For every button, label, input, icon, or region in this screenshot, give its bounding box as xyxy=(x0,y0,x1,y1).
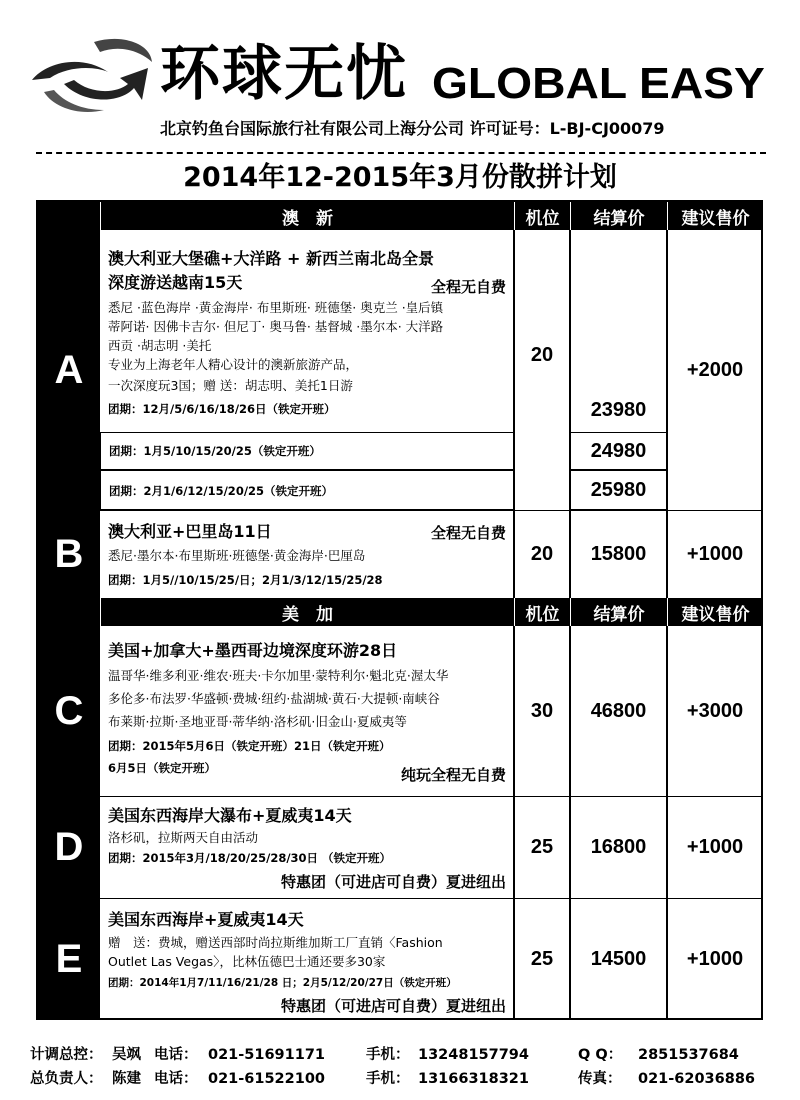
qq-label: Q Q： xyxy=(578,1047,623,1063)
fax-label: 传真： xyxy=(578,1071,622,1087)
section-header-aoxin xyxy=(100,202,514,230)
row-letter-c: C xyxy=(38,626,100,796)
contact-row-coordinator xyxy=(30,1044,790,1068)
tour-a-title-line2: 深度游送越南15天 xyxy=(108,273,243,292)
mobile-number: 13248157794 xyxy=(418,1047,529,1063)
tel-number: 021-51691171 xyxy=(208,1047,325,1063)
mobile-label: 手机： xyxy=(366,1071,410,1087)
tour-b-price: 15800 xyxy=(590,543,647,565)
tour-a-suggest-price: +2000 xyxy=(686,358,744,381)
section-label: 美 加 xyxy=(282,604,333,625)
tour-c-itinerary-1: 温哥华·维多利亚·维农·班夫·卡尔加里·蒙特利尔·魁北克·渥太华 xyxy=(108,668,449,683)
tour-a-price-2: 24980 xyxy=(570,432,667,470)
contact-footer xyxy=(30,1044,790,1092)
tour-a-no-fee: 全程无自费 xyxy=(430,278,506,296)
section-label: 澳 新 xyxy=(282,208,333,229)
tour-d-date: 团期：2015年3月/18/20/25/28/30日 （铁定开班） xyxy=(108,851,392,865)
tour-a-price-1: 23980 xyxy=(590,398,647,421)
tour-b-title: 澳大利亚+巴里岛11日 xyxy=(108,522,272,541)
tour-a-itinerary-3: 西贡 ·胡志明 ·美托 xyxy=(108,338,212,353)
tour-c-date-2: 6月5日（铁定开班） xyxy=(108,761,217,775)
tour-d-price: 16800 xyxy=(590,836,647,858)
tour-c-seats: 30 xyxy=(530,699,554,722)
column-header-settle-price: 结算价 xyxy=(570,202,667,230)
tour-c-price: 46800 xyxy=(590,699,647,722)
tour-d-suggest-price: +1000 xyxy=(686,836,744,858)
column-header-suggest-price: 建议售价 xyxy=(667,202,763,230)
tour-a-seats: 20 xyxy=(530,343,554,366)
section-header-meijia xyxy=(100,598,514,626)
role-label: 总负责人： xyxy=(30,1071,103,1087)
section-header-corner-2 xyxy=(38,598,100,626)
brand-name-english: GLOBAL EASY xyxy=(432,59,765,108)
tour-d-seats: 25 xyxy=(530,836,554,858)
tour-b-no-fee: 全程无自费 xyxy=(430,524,506,542)
tour-a-date-3: 团期：2月1/6/12/15/20/25（铁定开班） xyxy=(109,484,334,498)
header-divider xyxy=(36,152,766,154)
tour-a-itinerary-2: 蒂阿诺· 因佛卡吉尔· 但尼丁· 奥马鲁· 基督城 ·墨尔本· 大洋路 xyxy=(108,319,444,334)
mobile-number: 13166318321 xyxy=(418,1071,529,1087)
tour-e-gift-1: 赠 送：费城，赠送西部时尚拉斯维加斯工厂直销〈Fashion xyxy=(108,935,443,950)
tour-b-itinerary: 悉尼·墨尔本·布里斯班·班德堡·黄金海岸·巴厘岛 xyxy=(108,548,366,563)
tour-a-date-3-box xyxy=(100,470,514,510)
tour-e-date: 团期：2014年1月7/11/16/21/28 日；2月5/12/20/27日（铁定开班） xyxy=(108,977,457,989)
tour-table xyxy=(36,200,763,1020)
tour-c-description xyxy=(100,626,514,796)
tour-a-title-line1: 澳大利亚大堡礁+大洋路 + 新西兰南北岛全景 xyxy=(108,249,434,268)
column-header-suggest-price-2: 建议售价 xyxy=(667,598,763,626)
tour-e-gift-2: Outlet Las Vegas〉，比林伍德巴士通还要多30家 xyxy=(108,954,386,969)
column-header-settle-price-2: 结算价 xyxy=(570,598,667,626)
tour-a-price-3: 25980 xyxy=(570,470,667,510)
tour-b-seats: 20 xyxy=(530,543,554,565)
tour-c-no-fee: 纯玩全程无自费 xyxy=(400,766,506,784)
qq-number: 2851537684 xyxy=(638,1047,739,1063)
tel-label: 电话： xyxy=(154,1071,198,1087)
tour-a-date-2: 团期：1月5/10/15/20/25（铁定开班） xyxy=(109,444,321,458)
header xyxy=(0,0,800,150)
tour-e-suggest-price: +1000 xyxy=(686,948,744,970)
tour-b-suggest-price: +1000 xyxy=(686,543,744,565)
tour-c-title: 美国+加拿大+墨西哥边境深度环游28日 xyxy=(108,641,398,660)
tour-e-note: 特惠团（可进店可自费）夏进纽出 xyxy=(280,997,506,1015)
tour-c-itinerary-2: 多伦多·布法罗·华盛顿·费城·纽约·盐湖城·黄石·大提顿·南峡谷 xyxy=(108,691,440,706)
tour-a-description xyxy=(100,230,514,432)
column-header-seats: 机位 xyxy=(514,202,570,230)
row-letter-a: A xyxy=(38,230,100,510)
tour-d-description xyxy=(100,797,514,898)
contact-name: 吴飒 xyxy=(112,1047,141,1063)
tour-d-title: 美国东西海岸大瀑布+夏威夷14天 xyxy=(108,806,352,825)
brand-name-chinese: 环球无忧 xyxy=(160,39,408,109)
tour-a-itinerary-1: 悉尼 ·蓝色海岸 ·黄金海岸· 布里斯班· 班德堡· 奥克兰 ·皇后镇 xyxy=(108,300,444,315)
tour-c-date-1: 团期：2015年5月6日（铁定开班）21日（铁定开班） xyxy=(108,739,391,753)
company-license-line: 北京钓鱼台国际旅行社有限公司上海分公司 许可证号：L-BJ-CJ00079 xyxy=(160,119,665,138)
tel-number: 021-61522100 xyxy=(208,1071,325,1087)
tour-a-date-2-box xyxy=(100,432,514,470)
tour-a-date-1: 团期：12月/5/6/16/18/26日（铁定开班） xyxy=(108,402,336,416)
tour-a-note-1: 专业为上海老年人精心设计的澳新旅游产品， xyxy=(108,357,359,372)
tour-e-title: 美国东西海岸+夏威夷14天 xyxy=(108,910,304,929)
fax-number: 021-62036886 xyxy=(638,1071,755,1087)
role-label: 计调总控： xyxy=(30,1047,103,1063)
row-letter-e: E xyxy=(38,899,100,1020)
row-letter-d: D xyxy=(38,797,100,898)
contact-row-manager xyxy=(30,1068,790,1092)
tour-b-description xyxy=(100,511,514,598)
column-header-seats-2: 机位 xyxy=(514,598,570,626)
section-header-corner xyxy=(38,202,100,230)
tour-c-itinerary-3: 布莱斯·拉斯·圣地亚哥·蒂华纳·洛杉矶·旧金山·夏威夷等 xyxy=(108,714,407,729)
tel-label: 电话： xyxy=(154,1047,198,1063)
tour-b-date: 团期：1月5//10/15/25/日；2月1/3/12/15/25/28 xyxy=(108,573,383,587)
tour-a-note-2: 一次深度玩3国；赠 送：胡志明、美托1日游 xyxy=(108,378,353,393)
contact-name: 陈建 xyxy=(112,1071,141,1087)
tour-c-suggest-price: +3000 xyxy=(686,699,744,722)
tour-d-note: 特惠团（可进店可自费）夏进纽出 xyxy=(280,873,506,891)
row-letter-b: B xyxy=(38,511,100,598)
tour-e-seats: 25 xyxy=(530,948,554,970)
plan-title: 2014年12-2015年3月份散拼计划 xyxy=(183,162,617,193)
tour-d-itinerary: 洛杉矶，拉斯两天自由活动 xyxy=(108,830,259,845)
mobile-label: 手机： xyxy=(366,1047,410,1063)
tour-e-description xyxy=(100,899,514,1020)
tour-e-price: 14500 xyxy=(590,948,647,970)
swirl-arrow-logo xyxy=(24,32,156,118)
